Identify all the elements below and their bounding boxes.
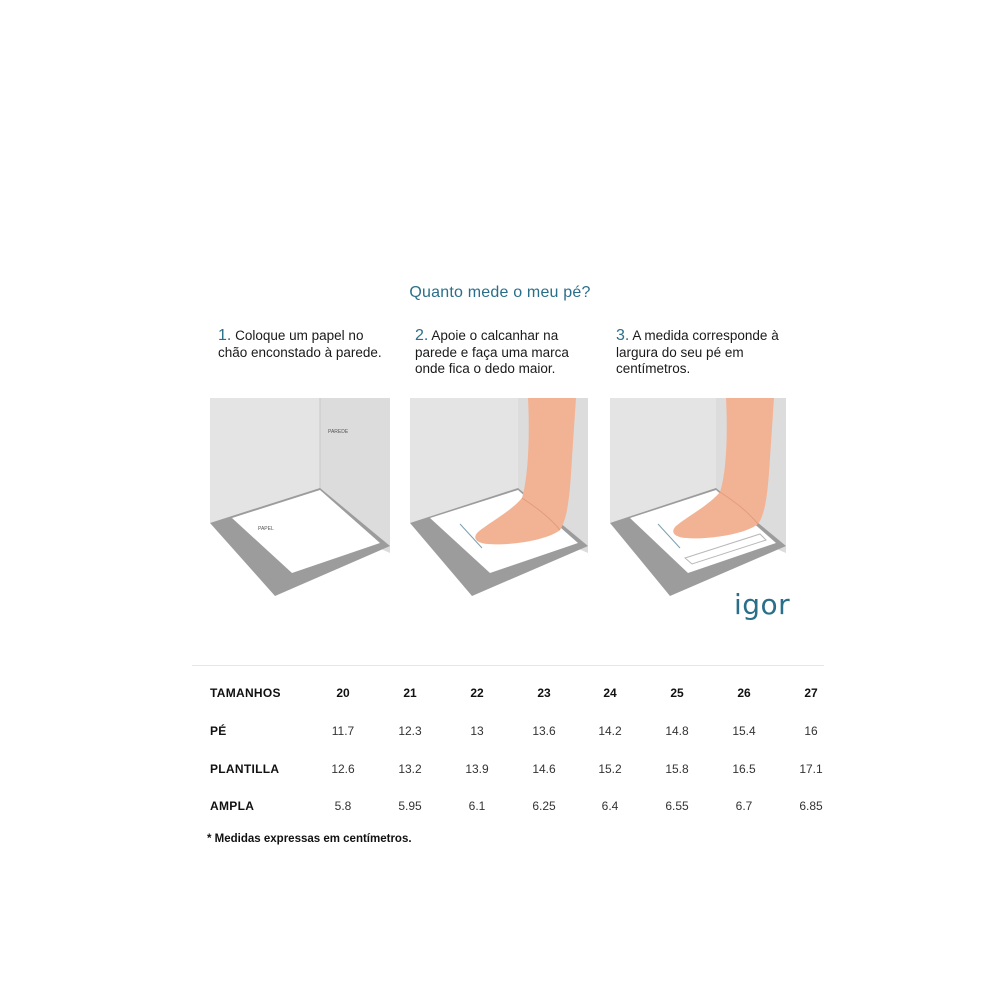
table-cell: 6.1 bbox=[468, 799, 486, 813]
size-header-cell: 23 bbox=[537, 686, 551, 700]
table-cell: 13.6 bbox=[532, 724, 556, 738]
table-cell: 11.7 bbox=[331, 724, 355, 738]
step-2-text: Apoie o calcanhar na parede e faça uma marca onde fica o dedo maior. bbox=[415, 328, 569, 376]
table-cell: 6.55 bbox=[665, 799, 689, 813]
divider bbox=[192, 665, 824, 666]
illustration-foot-measuring bbox=[610, 398, 786, 598]
wall-label: PAREDE bbox=[328, 429, 349, 435]
size-header-cell: 21 bbox=[403, 686, 417, 700]
table-cell: 14.2 bbox=[598, 724, 622, 738]
step-1-number: 1. bbox=[218, 327, 232, 344]
table-cell: 12.6 bbox=[331, 762, 355, 776]
step-1-text: Coloque um papel no chão enconstado à parede. bbox=[218, 328, 382, 360]
table-cell: 16.5 bbox=[732, 762, 756, 776]
row-label: AMPLA bbox=[210, 799, 255, 813]
size-header-cell: 22 bbox=[470, 686, 484, 700]
size-header-cell: 24 bbox=[603, 686, 617, 700]
table-cell: 13.9 bbox=[465, 762, 489, 776]
table-cell: 5.8 bbox=[334, 799, 352, 813]
step-3-number: 3. bbox=[616, 327, 630, 344]
table-cell: 6.4 bbox=[601, 799, 619, 813]
table-cell: 16 bbox=[804, 724, 818, 738]
step-3-text: A medida corresponde à largura do seu pé em centímetros. bbox=[616, 328, 779, 376]
table-cell: 15.2 bbox=[598, 762, 622, 776]
size-header-cell: 26 bbox=[737, 686, 751, 700]
table-cell: 13.2 bbox=[398, 762, 422, 776]
footnote: * Medidas expressas em centímetros. bbox=[207, 833, 412, 845]
table-cell: 6.7 bbox=[735, 799, 753, 813]
table-cell: 17.1 bbox=[799, 762, 823, 776]
table-cell: 14.6 bbox=[532, 762, 556, 776]
page-title: Quanto mede o meu pé? bbox=[409, 284, 591, 301]
table-cell: 15.8 bbox=[665, 762, 689, 776]
illustration-paper-on-floor bbox=[210, 398, 390, 598]
size-header-cell: 27 bbox=[804, 686, 818, 700]
brand-logo: igor bbox=[734, 588, 791, 621]
step-2-number: 2. bbox=[415, 327, 429, 344]
row-label: PLANTILLA bbox=[210, 762, 280, 776]
step-1 bbox=[218, 328, 388, 361]
illustration-foot-marking bbox=[410, 398, 588, 598]
table-cell: 12.3 bbox=[398, 724, 422, 738]
table-cell: 6.25 bbox=[532, 799, 556, 813]
row-label: TAMANHOS bbox=[210, 686, 281, 700]
table-cell: 13 bbox=[470, 724, 484, 738]
row-label: PÉ bbox=[210, 724, 227, 738]
paper-label: PAPEL bbox=[258, 526, 274, 532]
table-cell: 15.4 bbox=[732, 724, 756, 738]
table-cell: 5.95 bbox=[398, 799, 422, 813]
size-header-cell: 25 bbox=[670, 686, 684, 700]
step-3 bbox=[616, 328, 796, 378]
table-cell: 6.85 bbox=[799, 799, 823, 813]
step-2 bbox=[415, 328, 595, 378]
table-cell: 14.8 bbox=[665, 724, 689, 738]
size-header-cell: 20 bbox=[336, 686, 350, 700]
